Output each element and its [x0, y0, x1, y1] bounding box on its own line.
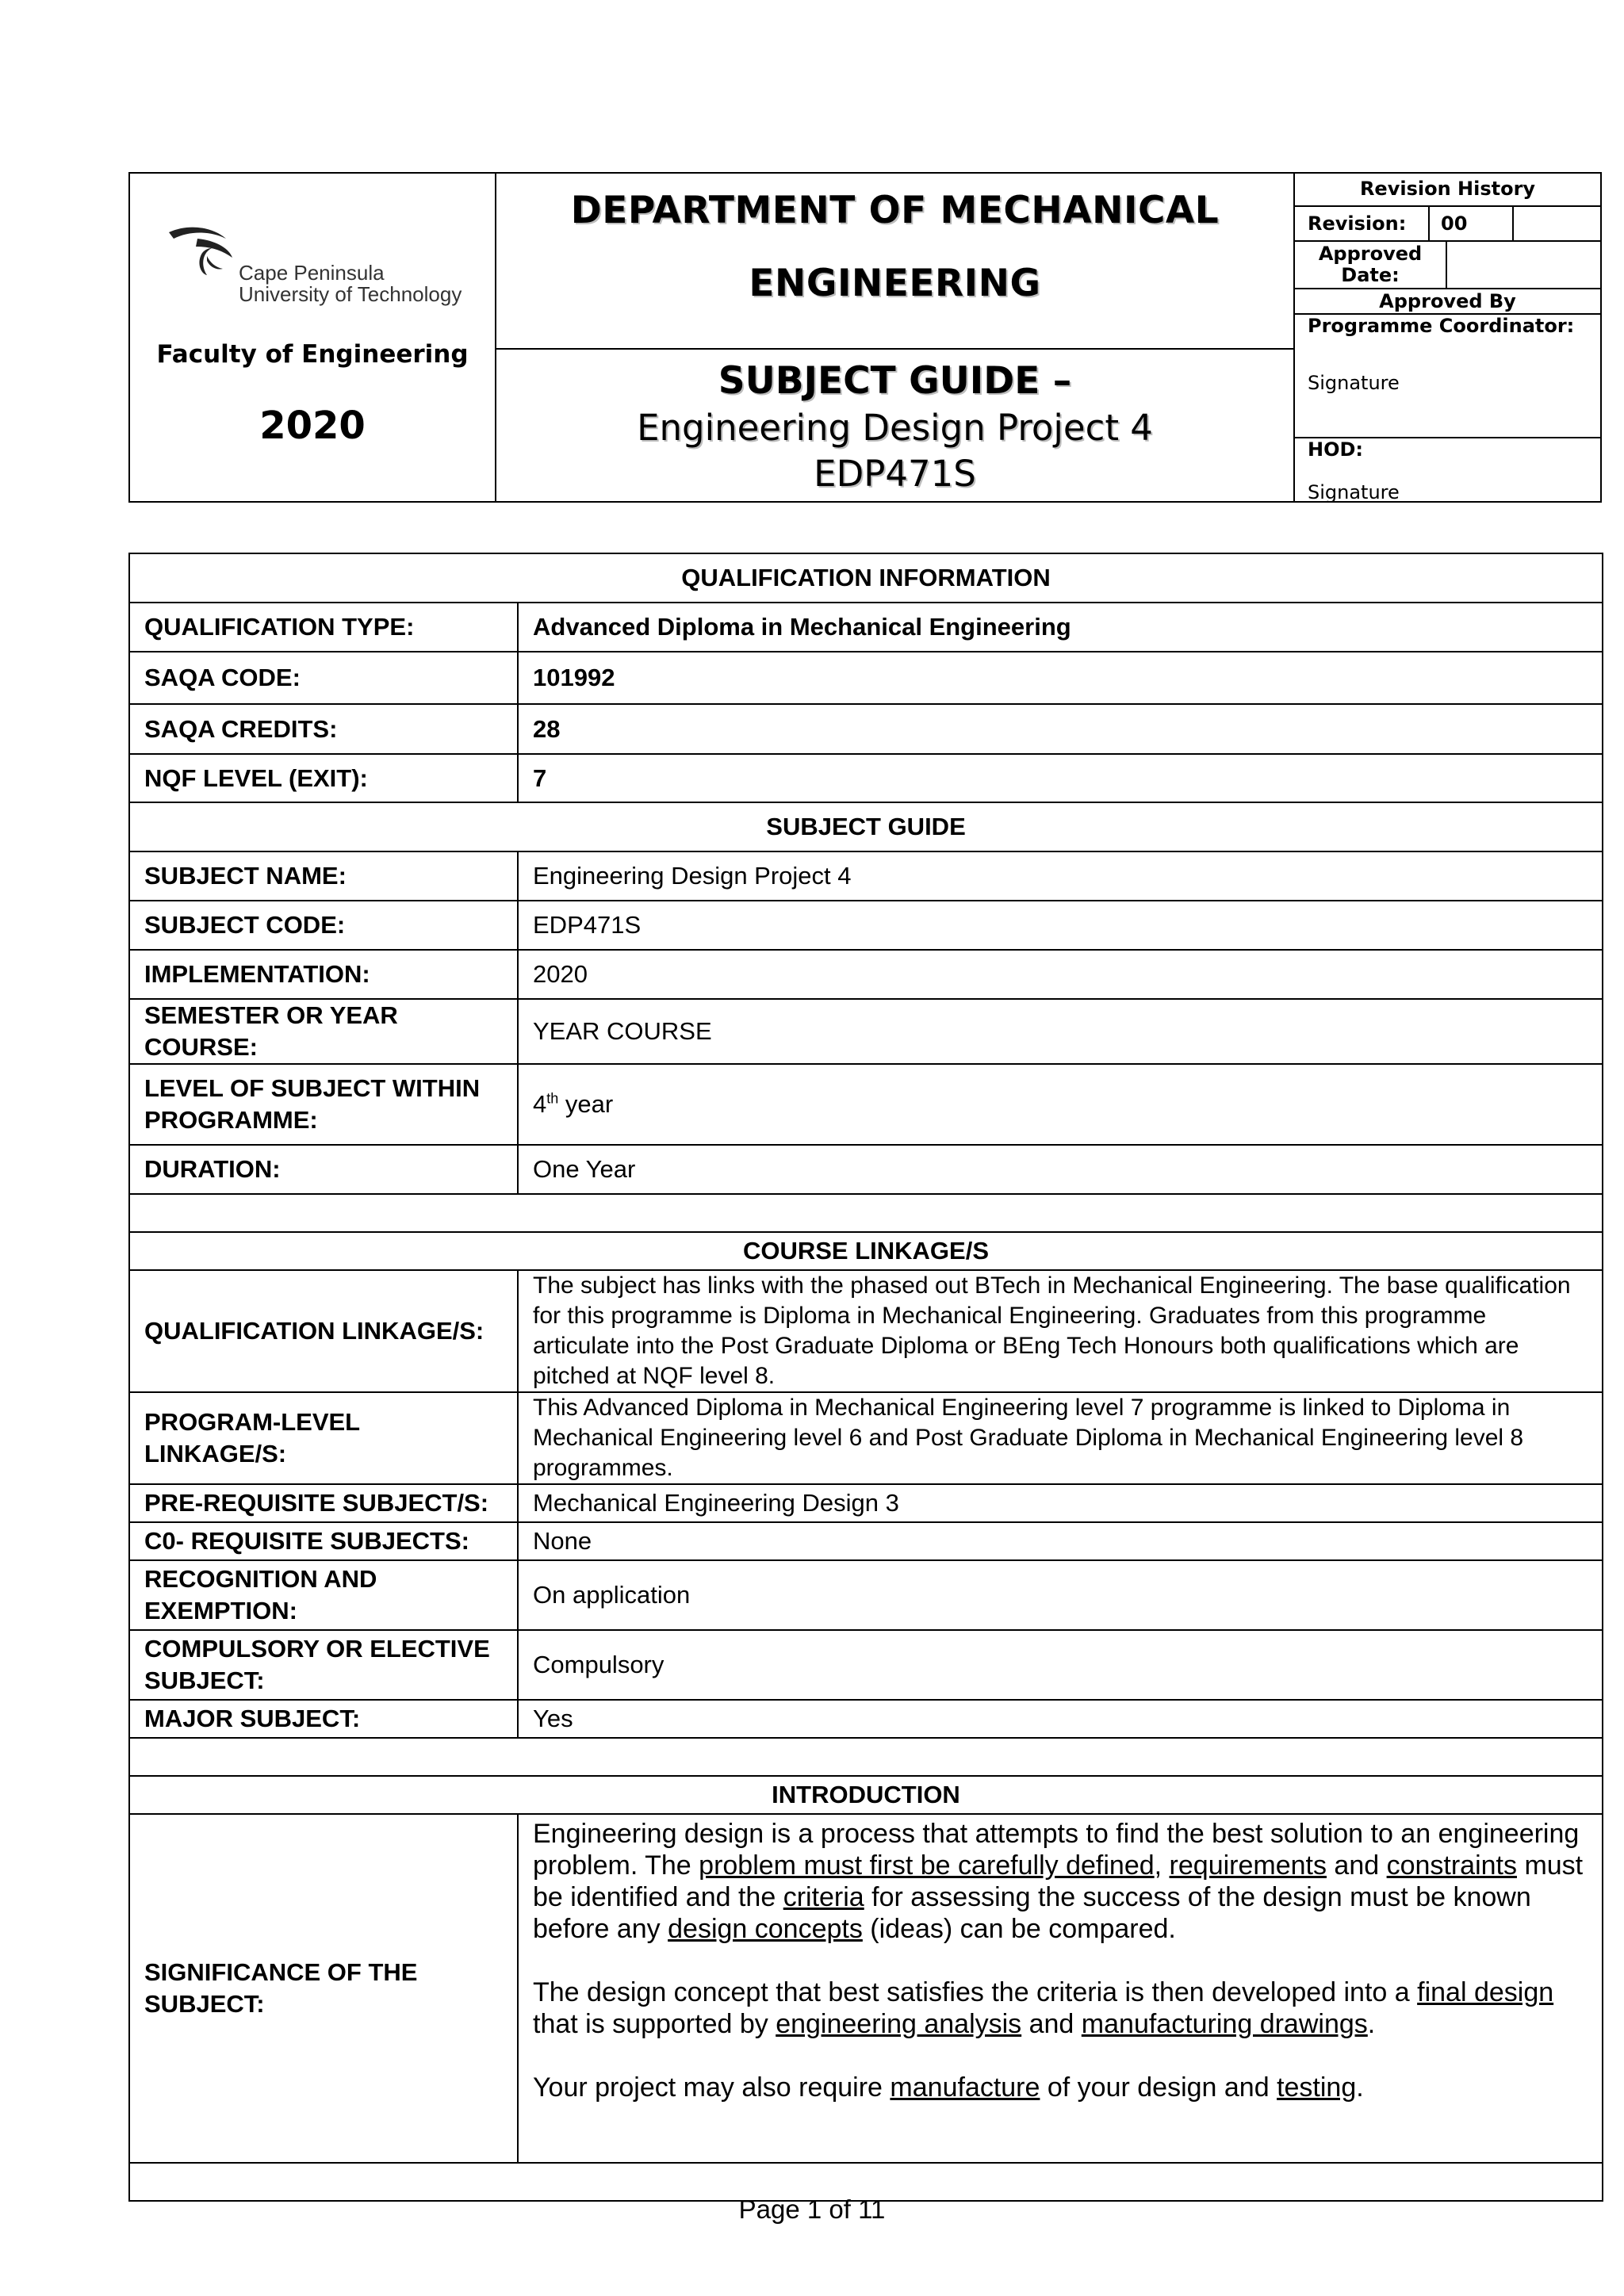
department-line-2: ENGINEERING	[749, 262, 1041, 305]
row-label	[129, 1630, 518, 1700]
row-label: SUBJECT NAME:	[129, 851, 518, 901]
approved-date-row	[1295, 242, 1600, 289]
revision-label: Revision:	[1308, 212, 1407, 235]
coordinator-signature: Signature	[1308, 372, 1400, 394]
intro-paragraph-3: Your project may also require manufacture of your design and testing.	[533, 2072, 1364, 2103]
row-label: IMPLEMENTATION:	[129, 950, 518, 999]
table-row	[129, 1145, 1603, 1194]
significance-label-2: SUBJECT:	[144, 1990, 265, 2018]
header-title-cell	[496, 174, 1295, 501]
spacer-row	[129, 1738, 1603, 1776]
revision-history-box	[1295, 174, 1600, 501]
logo-line-1: Cape Peninsula	[239, 261, 385, 285]
section-heading-row	[129, 1232, 1603, 1270]
document-header	[128, 172, 1602, 503]
approved-by-title: Approved By	[1295, 289, 1600, 315]
row-label: SAQA CREDITS:	[129, 704, 518, 754]
row-value: One Year	[518, 1145, 1603, 1194]
level-word: year	[558, 1090, 614, 1118]
course-linkage-heading: COURSE LINKAGE/S	[129, 1232, 1603, 1270]
level-suffix: th	[546, 1090, 559, 1107]
row-value: EDP471S	[518, 901, 1603, 950]
row-value: 2020	[518, 950, 1603, 999]
table-row	[129, 1630, 1603, 1700]
table-row	[129, 754, 1603, 802]
row-value: 101992	[518, 652, 1603, 704]
revision-value: 00	[1441, 212, 1468, 235]
level-number: 4	[533, 1090, 547, 1118]
row-label: QUALIFICATION LINKAGE/S:	[129, 1270, 518, 1392]
table-row	[129, 1064, 1603, 1145]
row-value: Engineering Design Project 4	[518, 851, 1603, 901]
row-label: MAJOR SUBJECT:	[129, 1700, 518, 1738]
row-value: This Advanced Diploma in Mechanical Engineering level 7 programme is linked to Diploma in Mechanical Engineering level 6 and Post Graduate Diploma in Mechanical Engineering level 8 programmes.	[518, 1392, 1603, 1484]
row-label: NQF LEVEL (EXIT):	[129, 754, 518, 802]
guide-year: 2020	[259, 404, 366, 448]
row-value: None	[518, 1522, 1603, 1560]
logo-line-2: University of Technology	[239, 282, 462, 306]
revision-history-title: Revision History	[1295, 174, 1600, 207]
recognition-label-1: RECOGNITION AND	[144, 1565, 377, 1593]
revision-row	[1295, 207, 1600, 242]
row-label: DURATION:	[129, 1145, 518, 1194]
coordinator-label: Programme Coordinator:	[1308, 315, 1575, 337]
compulsory-label-2: SUBJECT:	[144, 1667, 265, 1694]
subject-guide-code: EDP471S	[814, 453, 976, 495]
row-label: QUALIFICATION TYPE:	[129, 603, 518, 652]
subject-info-table	[128, 553, 1603, 2202]
table-row	[129, 851, 1603, 901]
table-row	[129, 603, 1603, 652]
row-label: C0- REQUISITE SUBJECTS:	[129, 1522, 518, 1560]
row-label: SEMESTER OR YEAR COURSE:	[129, 999, 518, 1064]
row-label	[129, 1814, 518, 2163]
table-row	[129, 1484, 1603, 1522]
row-value: Advanced Diploma in Mechanical Engineering	[518, 603, 1603, 652]
table-row	[129, 1700, 1603, 1738]
table-row	[129, 652, 1603, 704]
row-value: 28	[518, 704, 1603, 754]
row-label: PRE-REQUISITE SUBJECT/S:	[129, 1484, 518, 1522]
row-label: SAQA CODE:	[129, 652, 518, 704]
row-value: Mechanical Engineering Design 3	[518, 1484, 1603, 1522]
section-heading-row	[129, 553, 1603, 603]
department-line-1: DEPARTMENT OF MECHANICAL	[570, 189, 1220, 232]
section-heading-row	[129, 802, 1603, 851]
header-left-cell	[130, 174, 496, 501]
hod-cell	[1295, 438, 1600, 504]
row-label: PROGRAM-LEVEL LINKAGE/S:	[129, 1392, 518, 1484]
table-row	[129, 901, 1603, 950]
row-value: Compulsory	[518, 1630, 1603, 1700]
approved-date-label-2: Date:	[1341, 264, 1400, 286]
table-row	[129, 1392, 1603, 1484]
table-row	[129, 1814, 1603, 2163]
subject-guide-title	[496, 350, 1293, 504]
department-title	[496, 174, 1293, 350]
approved-date-label-1: Approved	[1318, 243, 1423, 265]
row-value: The subject has links with the phased out BTech in Mechanical Engineering. The base qualification for this programme is Diploma in Mechanical Engineering. Graduates from this programme articulate into the Post Graduate Diploma or BEng Tech Honours both qualifications which are pitched at NQF level 8.	[518, 1270, 1603, 1392]
level-label-1: LEVEL OF SUBJECT WITHIN	[144, 1074, 481, 1102]
intro-paragraph-1: Engineering design is a process that attempts to find the best solution to an engineering problem. The problem must first be carefully defined, requirements and constraints must be identified and the criteria for assessing the success of the design must be known before any design concepts (ideas) can be compared.	[533, 1819, 1584, 1944]
section-heading-row	[129, 1776, 1603, 1814]
row-value: On application	[518, 1560, 1603, 1630]
row-value: Yes	[518, 1700, 1603, 1738]
coordinator-cell	[1295, 315, 1600, 438]
significance-text	[518, 1814, 1603, 2163]
table-row	[129, 1560, 1603, 1630]
compulsory-label-1: COMPULSORY OR ELECTIVE	[144, 1635, 490, 1663]
introduction-heading: INTRODUCTION	[129, 1776, 1603, 1814]
cput-logo	[166, 221, 467, 316]
level-label-2: PROGRAMME:	[144, 1106, 318, 1134]
faculty-name: Faculty of Engineering	[156, 340, 469, 369]
subject-guide-name: Engineering Design Project 4	[637, 407, 1153, 449]
cput-emblem-icon	[166, 221, 237, 293]
row-label: SUBJECT CODE:	[129, 901, 518, 950]
significance-label-1: SIGNIFICANCE OF THE	[144, 1958, 418, 1986]
spacer-row	[129, 1194, 1603, 1232]
table-row	[129, 704, 1603, 754]
row-value	[518, 1064, 1603, 1145]
row-value: 7	[518, 754, 1603, 802]
table-row	[129, 1522, 1603, 1560]
row-label	[129, 1560, 518, 1630]
intro-paragraph-2: The design concept that best satisfies the criteria is then developed into a final design that is supported by engineering analysis and manufacturing drawings.	[533, 1977, 1554, 2039]
logo-text	[239, 262, 462, 305]
hod-signature: Signature	[1308, 481, 1400, 503]
table-row	[129, 950, 1603, 999]
row-value: YEAR COURSE	[518, 999, 1603, 1064]
row-label	[129, 1064, 518, 1145]
hod-label: HOD:	[1308, 438, 1364, 461]
qualification-heading: QUALIFICATION INFORMATION	[129, 553, 1603, 603]
subject-guide-heading: SUBJECT GUIDE –	[718, 359, 1072, 403]
recognition-label-2: EXEMPTION:	[144, 1597, 297, 1624]
table-row	[129, 1270, 1603, 1392]
table-row	[129, 999, 1603, 1064]
subject-guide-heading-cell: SUBJECT GUIDE	[129, 802, 1603, 851]
page-number: Page 1 of 11	[738, 2195, 886, 2224]
